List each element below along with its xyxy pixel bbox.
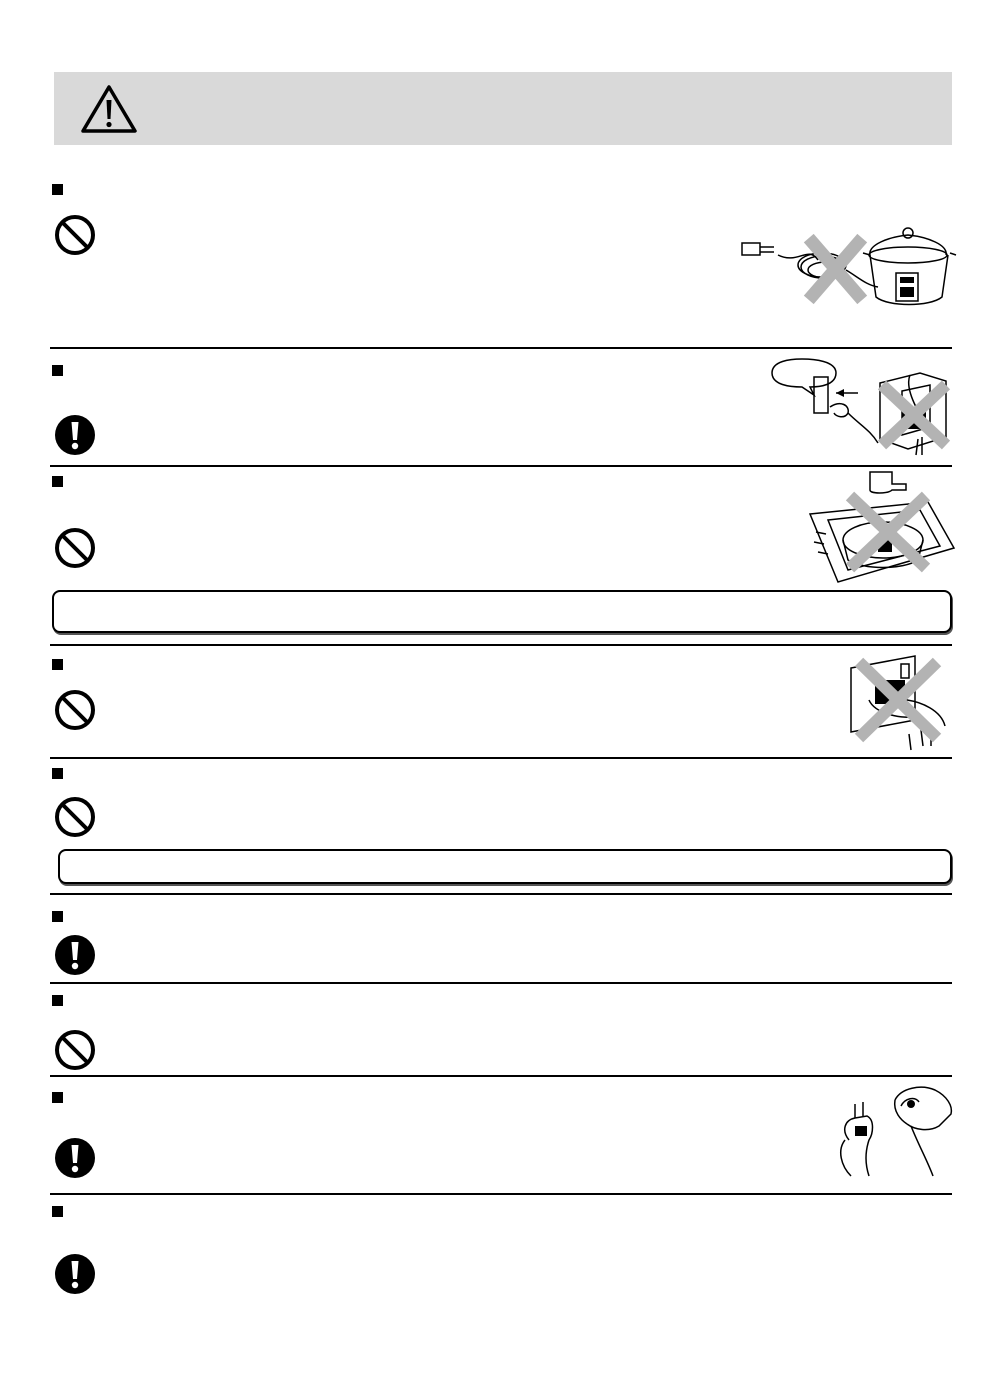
section-bullet — [52, 659, 63, 670]
section-bullet — [52, 1206, 63, 1217]
note-box — [58, 849, 952, 884]
warning-triangle-icon — [80, 84, 138, 134]
section-bullet — [52, 995, 63, 1006]
wall-outlet-plug-illustration — [770, 355, 955, 460]
exclamation-circle-icon — [53, 1136, 97, 1180]
prohibition-circle-icon — [53, 795, 97, 839]
prohibition-circle-icon — [53, 1028, 97, 1072]
note-box — [52, 590, 952, 633]
section-divider — [50, 982, 952, 984]
wet-hand-plug-illustration — [845, 650, 950, 755]
section-divider — [50, 644, 952, 646]
caution-banner — [54, 72, 952, 145]
prohibition-circle-icon — [53, 213, 97, 257]
exclamation-circle-icon — [53, 1252, 97, 1296]
prohibition-circle-icon — [53, 526, 97, 570]
exclamation-circle-icon — [53, 933, 97, 977]
section-bullet — [52, 184, 63, 195]
section-divider — [50, 465, 952, 467]
section-bullet — [52, 768, 63, 779]
section-bullet — [52, 911, 63, 922]
exclamation-circle-icon — [53, 413, 97, 457]
cooker-under-tap-illustration — [808, 470, 956, 585]
prohibition-circle-icon — [53, 688, 97, 732]
section-bullet — [52, 476, 63, 487]
section-divider — [50, 1193, 952, 1195]
section-bullet — [52, 365, 63, 376]
section-divider — [50, 757, 952, 759]
coiled-cord-rice-cooker-illustration — [738, 215, 958, 315]
cleaning-plug-illustration — [835, 1080, 955, 1180]
section-divider — [50, 893, 952, 895]
section-bullet — [52, 1092, 63, 1103]
section-divider — [50, 347, 952, 349]
section-divider — [50, 1075, 952, 1077]
